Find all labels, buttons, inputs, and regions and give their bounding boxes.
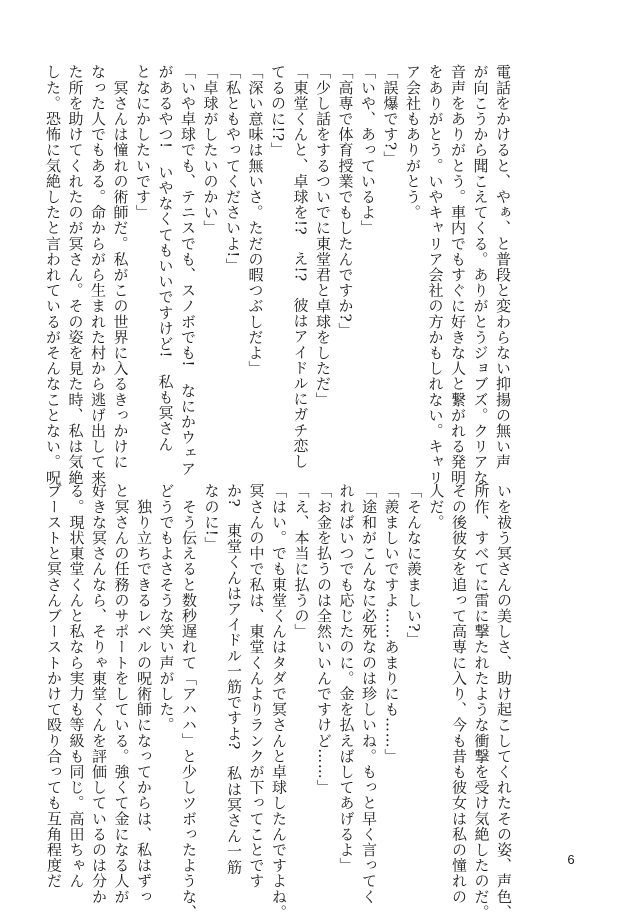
dialogue-line: となにかしたいです」 (134, 64, 152, 220)
text-line: た所を助けてくれたのが冥さん。その姿を見た時、私は気絶 (66, 64, 85, 486)
dialogue-line: 「え、本当に払うの」 (292, 483, 311, 639)
text-line: その後彼女を追って高専に入り、今も昔も彼女は私の憧れの (450, 483, 468, 905)
dialogue-line: 「いや、あっているよ」 (359, 64, 377, 236)
dialogue-line: 「東堂くんと、卓球を!? え!? 彼はアイドルにガチ恋し (291, 64, 310, 469)
text-line: と冥さんの任務のサポートをしている。強くて金になる人が (112, 483, 131, 905)
text-line: をありがとう。いやキャリア会社の方かもしれない。キャリ (426, 64, 445, 486)
dialogue-line: 「そんなに羨ましい?」 (405, 483, 423, 648)
text-line: ブーストと冥さんブーストかけて殴り合っても互角程度だ (45, 483, 63, 889)
text-line: 好きな冥さんなら、そりゃ東堂くんを評価しているのは分か (90, 483, 108, 905)
dialogue-line: 「私ともやってくださいよ!」 (224, 64, 242, 274)
page-number: 6 (567, 852, 575, 867)
lower-text-block (45, 483, 515, 920)
dialogue-line: 「高専で体育授業でもしたんですか?」 (336, 64, 355, 338)
text-line: 音声をありがとう。車内でもすぐに好きな人と繋がれる発明 (449, 64, 467, 486)
dialogue-line: 「少し話をするついでに東堂君と卓球をしただ」 (314, 64, 332, 408)
text-line: どうでもよさそうな笑い声がした。 (157, 483, 176, 733)
text-line: いを祓う冥さんの美しさ、助け起こしてくれたその姿、声色、 (495, 483, 513, 920)
text-line: ア会社もありがとう。 (404, 64, 422, 220)
text-line: 冥さんは憧れの術師だ。私がこの世界に入るきっかけに (111, 64, 130, 470)
dialogue-line: か? 東堂くんはアイドル一筋ですよ? 私は冥さん一筋 (225, 483, 243, 875)
text-line: なった人でもある。命からがら生まれた村から逃げ出して来 (89, 64, 107, 486)
dialogue-line: 「誤爆です?」 (381, 64, 400, 167)
dialogue-line: があるやつ! いやなくてもいいですけど! 私も冥さん (156, 64, 175, 452)
dialogue-line: なのに!」 (202, 483, 221, 553)
dialogue-line: 「羨ましいですよ……あまりにも……」 (382, 483, 401, 764)
dialogue-line: 「深い意味は無いさ。ただの暇つぶしだよ」 (246, 64, 265, 376)
text-line: 独り立ちできるレベルの呪術師になってからは、私はずっ (135, 483, 153, 905)
dialogue-line: 「いや卓球でも、テニスでも、スノボでも! なにかウェア (179, 64, 197, 477)
dialogue-line: 「お金を払うのは全然いいんですけど……」 (315, 483, 333, 795)
dialogue-line: 冥さんの中で私は、東堂くんよりランクが下ってことです (247, 483, 266, 889)
text-line: が向こうから聞こえてくる。ありがとうジョブズ。クリアな (471, 64, 490, 486)
dialogue-line: 「はい。でも東堂くんはタダで冥さんと卓球したんですよね。 (270, 483, 288, 920)
dialogue-line: てるのに!?」 (269, 64, 287, 158)
dialogue-line: れればいつでも応じたのに。金を払えばしてあげるよ」 (337, 483, 356, 873)
text-line: る。現状東堂くんと私なら実力も等級も同じ。高田ちゃん (67, 483, 86, 889)
text-line: そう伝えると数秒遅れて「アハハ」と少しツボったような、 (180, 483, 198, 920)
text-line: 人だ。 (427, 483, 446, 530)
text-line: した。恐怖に気絶したと言われているがそんなことない。呪 (44, 64, 62, 486)
dialogue-line: 「途和がこんなに必死なのは珍しいね。もっと早く言ってく (360, 483, 378, 905)
text-line: 所作、すべてに雷に撃たれたような衝撃を受け気絶したのだ。 (472, 483, 491, 920)
upper-text-block (44, 64, 514, 486)
dialogue-line: 「卓球がしたいのかい」 (201, 64, 220, 236)
text-line: 電話をかけると、やぁ、と普段と変わらない抑揚の無い声 (494, 64, 512, 470)
